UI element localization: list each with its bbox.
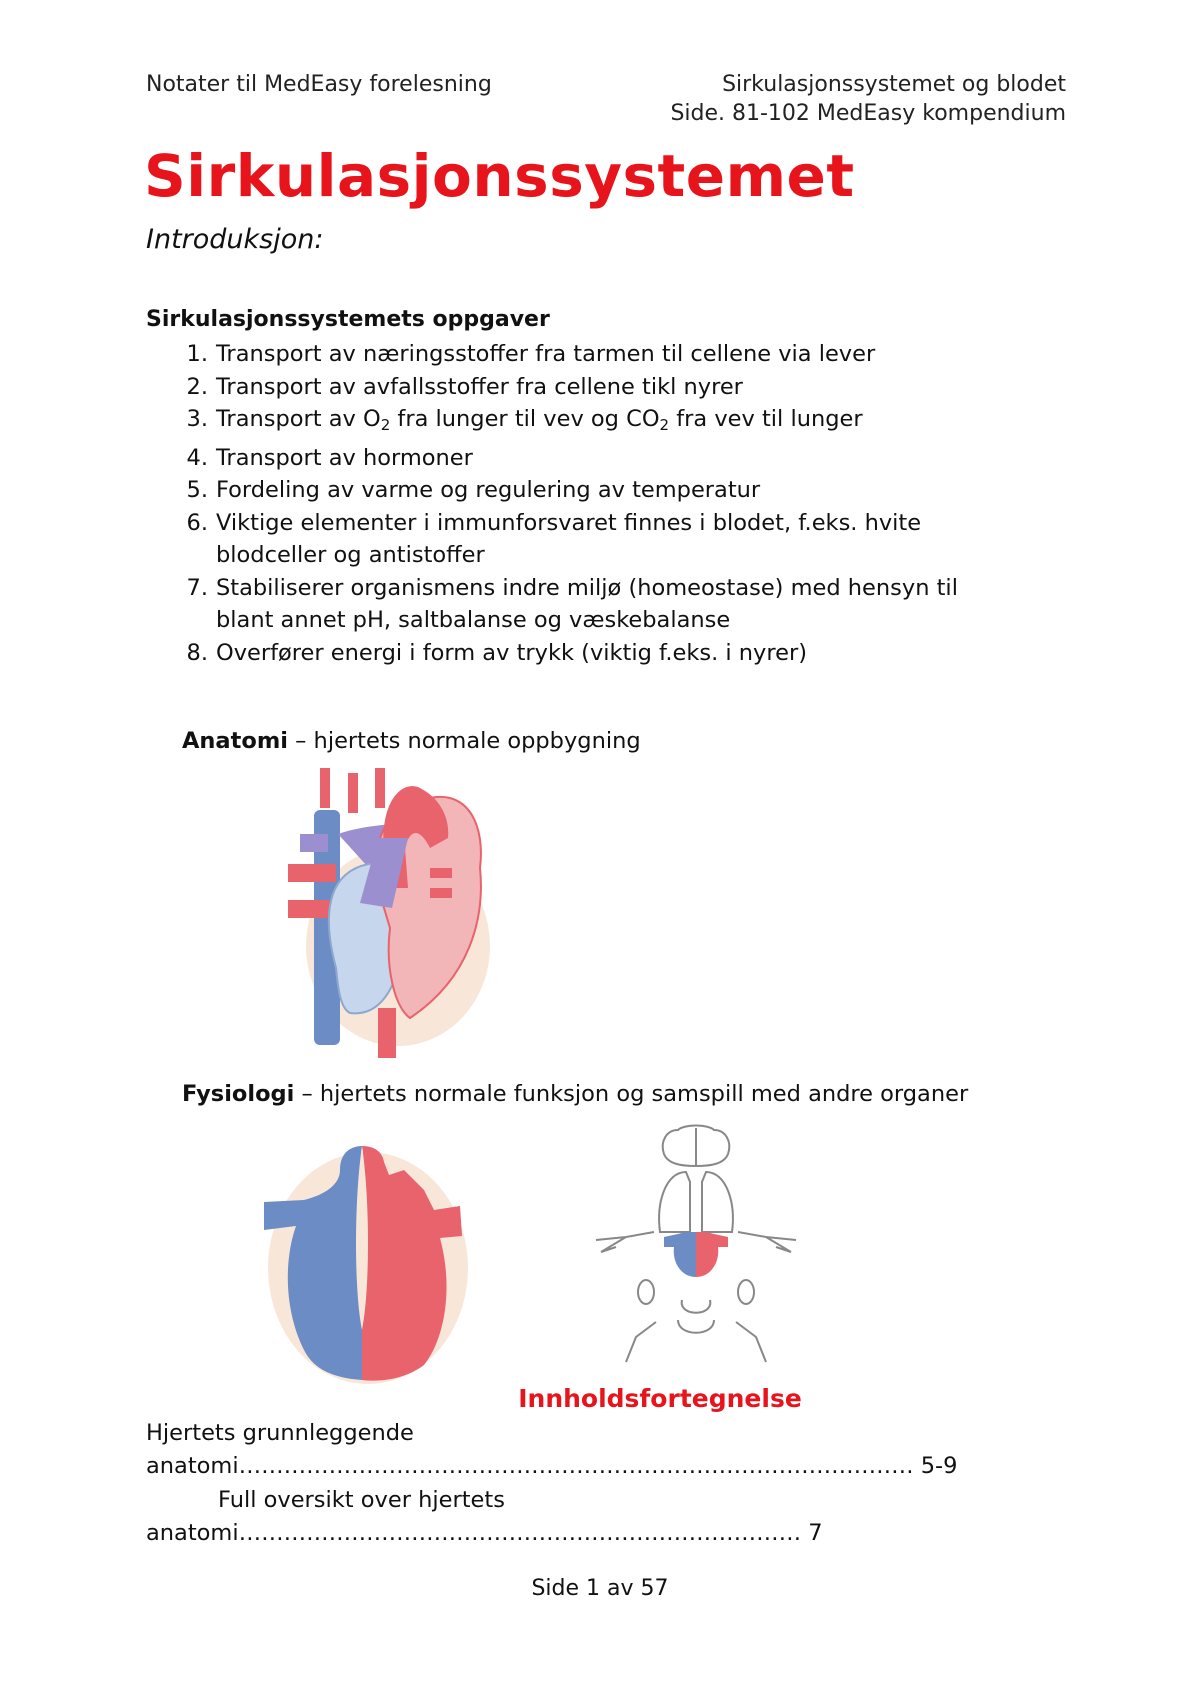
heart-schematic-illustration [244,1140,484,1390]
toc-entry-2-title[interactable]: Full oversikt over hjertets [218,1487,505,1513]
list-item: 3. Transport av $O_2$ fra lunger til vev og $CO_2$ fra vev til lunger [186,406,863,434]
anatomy-line: Anatomi – hjertets normale oppbygning [182,728,641,754]
heart-anatomy-illustration [280,768,500,1058]
header-right-line2: Side. 81-102 MedEasy kompendium [670,101,1066,126]
list-item: 8. Overfører energi i form av trykk (viktig f.eks. i nyrer) [186,639,807,666]
toc-entry-2-page[interactable]: anatomi………………………………………………………………… 7 [146,1520,823,1546]
list-item: 5. Fordeling av varme og regulering av temperatur [186,477,761,503]
header-left: Notater til MedEasy forelesning [146,72,492,97]
list-item: 4. Transport av hormoner [186,444,473,471]
list-item: 7. Stabiliserer organismens indre miljø (homeostase) med hensyn til blant annet pH, saltbalanse og væskebalanse [186,574,958,633]
toc-entry-1-title[interactable]: Hjertets grunnleggende [146,1420,414,1446]
header-right-line1: Sirkulasjonssystemet og blodet [722,72,1066,97]
list-item: 1. Transport av næringsstoffer fra tarmen til cellene via lever [186,341,876,367]
physiology-line: Fysiologi – hjertets normale funksjon og samspill med andre organer [182,1081,969,1107]
tasks-list [178,338,1078,669]
intro-heading: Introduksjon: [146,224,324,255]
document-title: Sirkulasjonssystemet [144,142,855,210]
toc-entry-1-page[interactable]: anatomi……………………………………………………………………………… 5-9 [146,1453,958,1479]
list-item: 2. Transport av avfallsstoffer fra cellene tikl nyrer [186,373,743,400]
page-footer: Side 1 av 57 [531,1576,669,1601]
toc-title: Innholdsfortegnelse [518,1384,802,1413]
tasks-heading: Sirkulasjonssystemets oppgaver [146,307,550,332]
list-item: 6. Viktige elementer i immunforsvaret finnes i blodet, f.eks. hvite blodceller og antistoffer [186,509,922,568]
body-organs-illustration [586,1122,806,1362]
